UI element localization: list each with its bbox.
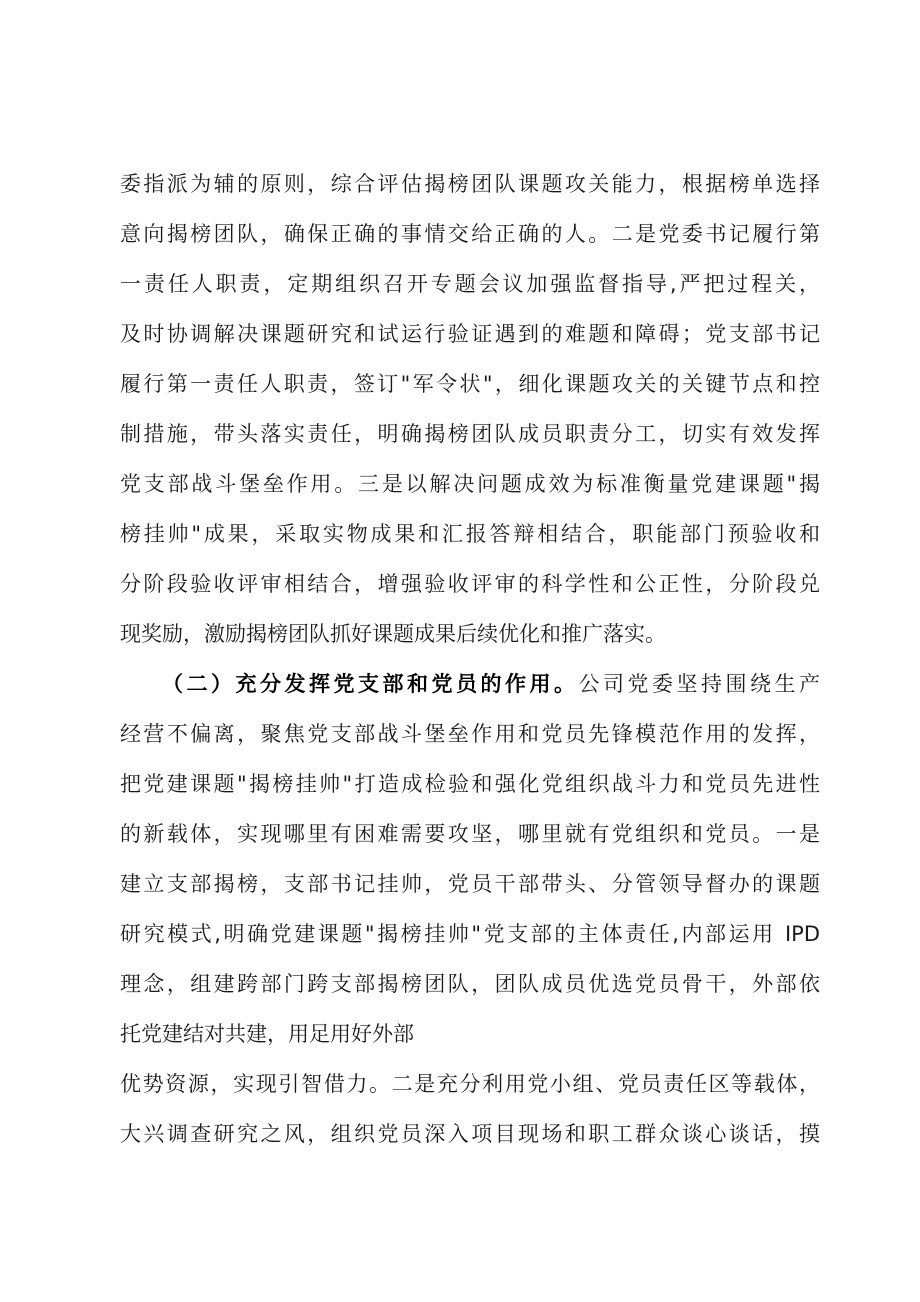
section-heading-line <box>162 669 820 699</box>
body-text-line: 一责任人职责，定期组织召开专题会议加强监督指导,严把过程关， <box>120 272 820 296</box>
body-text-line: 履行第一责任人职责，签订"军令状"，细化课题攻关的关键节点和控 <box>120 372 820 396</box>
body-text-line: 建立支部揭榜，支部书记挂帅，党员干部带头、分管领导督办的课题 <box>120 872 820 896</box>
section-heading-rest: 公司党委坚持围绕生产 <box>578 672 820 696</box>
body-text-line: 优势资源，实现引智借力。二是充分利用党小组、党员责任区等载体， <box>120 1072 820 1096</box>
body-text-line: 制措施，带头落实责任，明确揭榜团队成员职责分工，切实有效发挥 <box>120 422 820 446</box>
body-text-line: 把党建课题"揭榜挂帅"打造成检验和强化党组织战斗力和党员先进性 <box>120 772 820 796</box>
body-text-line: 大兴调查研究之风，组织党员深入项目现场和职工群众谈心谈话，摸 <box>120 1122 820 1146</box>
body-text-line: 现奖励，激励揭榜团队抓好课题成果后续优化和推广落实。 <box>120 622 666 646</box>
section-heading: （二）充分发挥党支部和党员的作用。 <box>162 672 579 696</box>
body-text-line: 及时协调解决课题研究和试运行验证遇到的难题和障碍；党支部书记 <box>120 322 820 346</box>
body-text-line: 意向揭榜团队，确保正确的事情交给正确的人。二是党委书记履行第 <box>120 222 820 246</box>
body-text-line: 托党建结对共建，用足用好外部 <box>120 1022 414 1046</box>
body-text-line: 的新载体，实现哪里有困难需要攻坚，哪里就有党组织和党员。一是 <box>120 822 820 846</box>
body-text-line: 研究模式,明确党建课题"揭榜挂帅"党支部的主体责任,内部运用 IPD <box>120 922 820 946</box>
body-text-line: 委指派为辅的原则，综合评估揭榜团队课题攻关能力，根据榜单选择 <box>120 172 820 196</box>
body-text-line: 榜挂帅"成果，采取实物成果和汇报答辩相结合，职能部门预验收和 <box>120 522 820 546</box>
body-text-line: 分阶段验收评审相结合，增强验收评审的科学性和公正性，分阶段兑 <box>120 572 820 596</box>
body-text-line: 理念，组建跨部门跨支部揭榜团队，团队成员优选党员骨干，外部依 <box>120 972 820 996</box>
body-text-line: 党支部战斗堡垒作用。三是以解决问题成效为标准衡量党建课题"揭 <box>120 472 820 496</box>
body-text-line: 经营不偏离，聚焦党支部战斗堡垒作用和党员先锋模范作用的发挥， <box>120 722 820 746</box>
